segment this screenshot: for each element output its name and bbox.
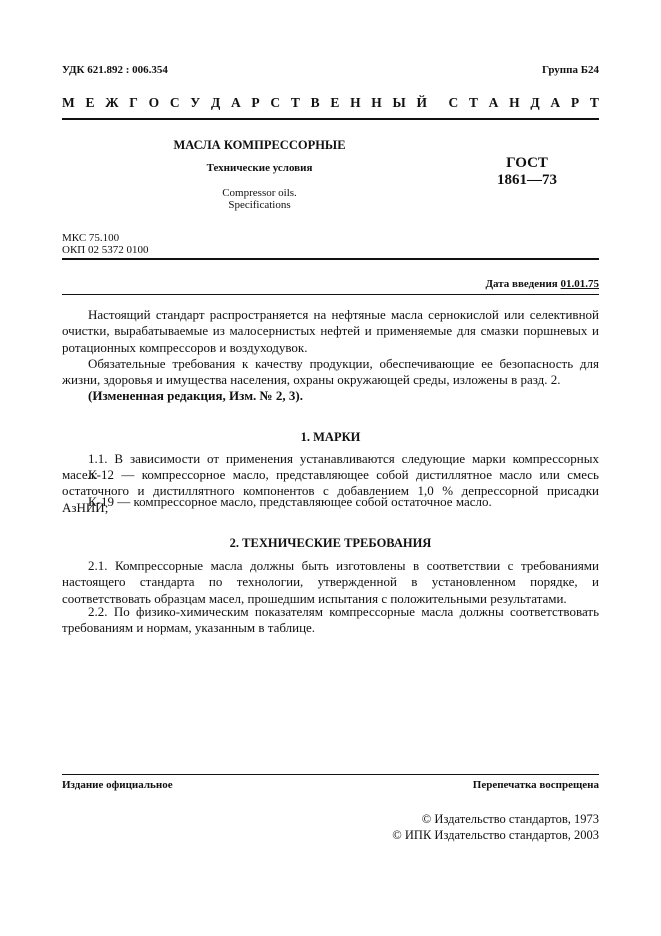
mks-code: МКС 75.100 xyxy=(62,232,120,244)
banner-letter: М xyxy=(62,95,75,110)
banner-letter: С xyxy=(448,95,459,110)
section-2-paragraph-2: 2.2. По физико-химическим показателям компрессорные масла должны соответствовать требованиям и нормам, указанным в таблице. xyxy=(62,604,599,636)
gost-label: ГОСТ xyxy=(506,155,548,171)
intro-paragraph-2: Обязательные требования к качеству продукции, обеспечивающие ее безопасность для жизни, здоровья и имущества населения, охраны окружающей среды, изложены в разд. 2. xyxy=(62,356,599,388)
introduction-date-label: Дата введения xyxy=(485,278,558,290)
intro-paragraph-1: Настоящий стандарт распространяется на нефтяные масла сернокислой или селективной очистки, вырабатываемые из малосернистых нефтей и применяемые для смазки поршневых и ротационных компрессоров и воздуходувок. xyxy=(62,307,599,355)
section-1-grade-k12: К-12 — компрессорное масло, представляющее собой дистиллятное масло или смесь остаточного и дистиллятного компонентов с добавлением 1,0 % депрессорной присадки АзНИИ; xyxy=(62,467,599,515)
section-2-heading: 2. ТЕХНИЧЕСКИЕ ТРЕБОВАНИЯ xyxy=(229,536,432,550)
copyright-2003: © ИПК Издательство стандартов, 2003 xyxy=(392,828,599,842)
section-2-paragraph-1: 2.1. Компрессорные масла должны быть изготовлены в соответствии с требованиями настоящего стандарта по технологии, утвержденной в установленном порядке, и соответствовать образцам масел, прошедшим испытания с положительными результатами. xyxy=(62,558,599,606)
banner-letter: У xyxy=(190,95,201,110)
banner-letter: А xyxy=(230,95,241,110)
banner-letter: Д xyxy=(530,95,540,110)
english-title-line2: Specifications xyxy=(228,199,291,211)
group-code: Группа Б24 xyxy=(542,64,599,76)
banner-letter: Т xyxy=(589,95,599,110)
okp-code: ОКП 02 5372 0100 xyxy=(62,244,149,256)
copyright-1973: © Издательство стандартов, 1973 xyxy=(421,812,599,826)
banner-letter: Е xyxy=(330,95,340,110)
banner-letter: Ы xyxy=(392,95,406,110)
banner-letter: О xyxy=(148,95,160,110)
reprint-prohibited: Перепечатка воспрещена xyxy=(472,779,599,791)
banner-letter: Д xyxy=(210,95,221,110)
date-rule xyxy=(62,294,599,295)
top-rule xyxy=(62,118,599,120)
banner-letter: Ж xyxy=(105,95,119,110)
banner-letter: С xyxy=(169,95,180,110)
banner-letter: Й xyxy=(416,95,428,110)
middle-rule xyxy=(62,258,599,260)
banner-letter: А xyxy=(488,95,499,110)
banner-letter: Е xyxy=(85,95,95,110)
banner-letter: С xyxy=(270,95,281,110)
section-1-grade-k19: К-19 — компрессорное масло, представляющее собой остаточное масло. xyxy=(88,494,492,509)
section-1-paragraph-1: 1.1. В зависимости от применения устанавливаются следующие марки компрессорных масел: xyxy=(62,451,599,483)
introduction-date-value: 01.01.75 xyxy=(560,278,599,290)
standard-banner xyxy=(62,95,599,111)
classification-codes xyxy=(62,232,148,256)
document-subtitle: Технические условия xyxy=(206,162,313,174)
footer-rule xyxy=(62,774,599,775)
intro-amendment-note: (Измененная редакция, Изм. № 2, 3). xyxy=(88,388,303,403)
udk-code: УДК 621.892 : 006.354 xyxy=(62,64,168,76)
banner-letter: Н xyxy=(509,95,520,110)
section-1-heading: 1. МАРКИ xyxy=(300,430,361,444)
document-title: МАСЛА КОМПРЕССОРНЫЕ xyxy=(173,138,346,152)
banner-letter: Г xyxy=(129,95,138,110)
banner-letter: Н xyxy=(371,95,382,110)
banner-letter: В xyxy=(310,95,320,110)
banner-letter: Т xyxy=(290,95,300,110)
banner-letter: Р xyxy=(570,95,580,110)
official-edition: Издание официальное xyxy=(62,779,173,791)
banner-letter: Н xyxy=(350,95,361,110)
banner-letter: Т xyxy=(468,95,478,110)
english-title-line1: Compressor oils. xyxy=(222,187,297,199)
banner-letter: Р xyxy=(251,95,260,110)
gost-number: 1861—73 xyxy=(497,172,557,188)
introduction-date xyxy=(485,278,599,290)
banner-letter: А xyxy=(550,95,561,110)
